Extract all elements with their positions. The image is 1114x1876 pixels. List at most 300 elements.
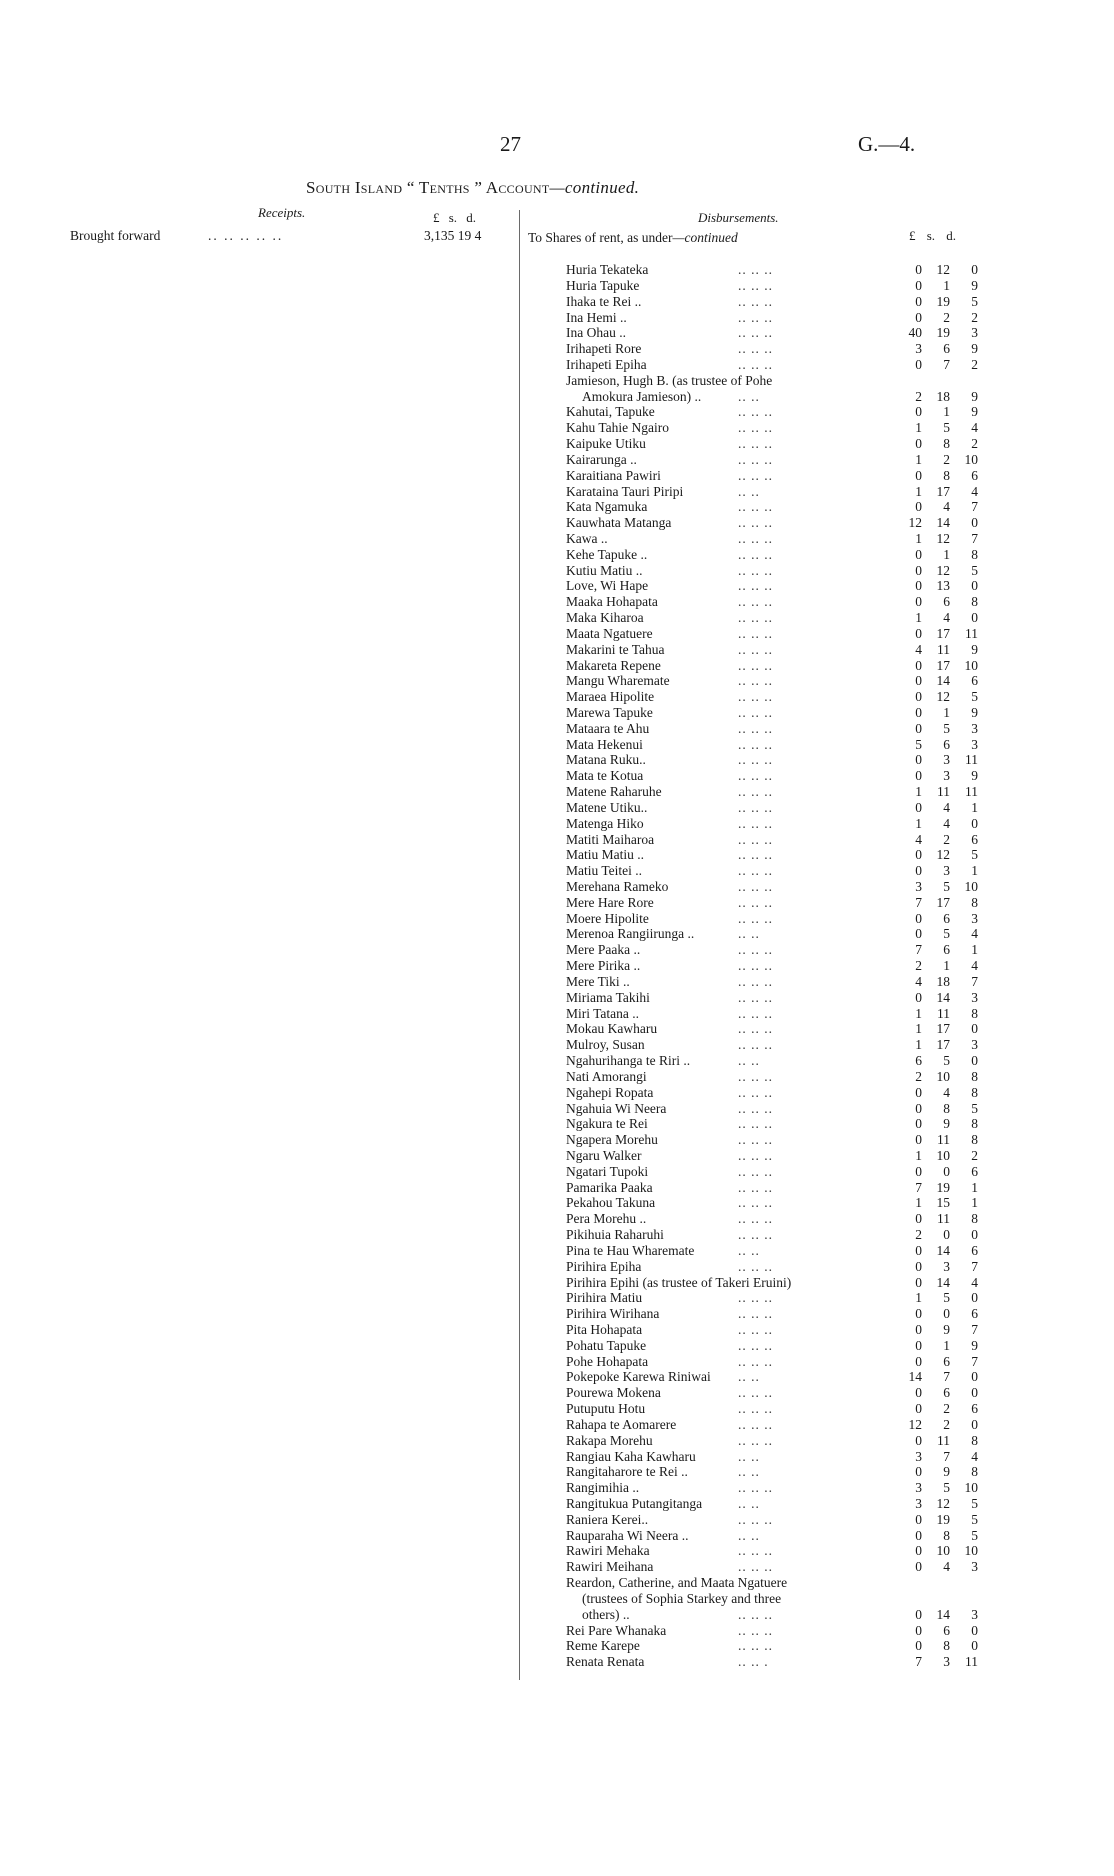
dot-leader: .. ..: [738, 1448, 760, 1464]
amount-pence: 0: [971, 578, 978, 594]
amount-shillings: 15: [936, 1195, 950, 1211]
amount-pounds: 0: [915, 625, 922, 641]
amount-shillings: 17: [936, 1021, 950, 1037]
disbursement-row: [0, 1433, 1114, 1449]
payee-name: Renata Renata: [566, 1654, 645, 1670]
amount-pence: 9: [971, 768, 978, 784]
disbursements-header: Disbursements.: [698, 210, 779, 225]
amount-shillings: 8: [943, 1100, 950, 1116]
amount-pence: 10: [964, 657, 978, 673]
dot-leader: .. .. ..: [738, 546, 773, 562]
disbursement-row: [0, 816, 1114, 832]
amount-pence: 1: [971, 799, 978, 815]
payee-name: Karataina Tauri Piripi: [566, 483, 684, 499]
payee-name: Matenga Hiko: [566, 815, 644, 831]
dot-leader: .. .. ..: [738, 768, 773, 784]
amount-shillings: 2: [943, 1416, 950, 1432]
payee-name: Pohatu Tapuke: [566, 1337, 647, 1353]
amount-shillings: 8: [943, 436, 950, 451]
amount-pence: 6: [971, 673, 978, 689]
amount-shillings: 19: [936, 1511, 950, 1527]
amount-shillings: 12: [936, 262, 950, 277]
amount-shillings: 19: [936, 325, 950, 341]
disbursement-row: [0, 594, 1114, 610]
amount-shillings: 8: [943, 1527, 950, 1543]
amount-pence: 4: [971, 958, 978, 974]
amount-pounds: 0: [915, 1353, 922, 1369]
amount-pence: 5: [971, 1100, 978, 1116]
disbursement-row: [0, 373, 1114, 389]
payee-name: Matiu Matiu ..: [566, 847, 644, 863]
amount-shillings: 8: [943, 467, 950, 483]
payee-name: Ngapera Morehu: [566, 1132, 658, 1148]
amount-shillings: 17: [936, 1037, 950, 1053]
payee-name: Rakapa Morehu: [566, 1432, 653, 1448]
amount-pence: 9: [971, 705, 978, 720]
amount-shillings: 6: [943, 736, 950, 752]
amount-shillings: 6: [943, 341, 950, 357]
amount-shillings: 6: [943, 942, 950, 958]
amount-pounds: 0: [915, 673, 922, 689]
payee-name: Rangimihia ..: [566, 1480, 640, 1496]
amount-pounds: 0: [915, 1116, 922, 1132]
amount-pence: 8: [971, 1432, 978, 1448]
dot-leader: .. .. ..: [738, 784, 773, 800]
amount-shillings: 14: [936, 673, 950, 689]
payee-name: Huria Tapuke: [566, 277, 640, 293]
dot-leader: .. .. ..: [738, 1321, 773, 1337]
intro-continued: —continued: [672, 230, 738, 245]
dot-leader: .. .. ..: [738, 325, 773, 341]
dot-leader: .. .. ..: [738, 1100, 773, 1116]
dot-leader: .. .. ..: [738, 1306, 773, 1322]
amount-pence: 0: [971, 1622, 978, 1638]
disbursement-row: [0, 1401, 1114, 1417]
amount-pence: 4: [971, 1274, 978, 1290]
payee-name: Merenoa Rangiirunga ..: [566, 926, 695, 942]
amount-pounds: 0: [915, 1274, 922, 1290]
disbursement-row: [0, 926, 1114, 942]
payee-name: Matana Ruku..: [566, 752, 646, 768]
dot-leader: .. .. ..: [738, 1211, 773, 1227]
disbursement-row: [0, 911, 1114, 927]
payee-name: Pina te Hau Wharemate: [566, 1242, 695, 1258]
amount-pence: 4: [971, 926, 978, 942]
amount-shillings: 3: [943, 1258, 950, 1274]
disbursement-row: [0, 1354, 1114, 1370]
disbursement-row: [0, 499, 1114, 515]
payee-name: Nati Amorangi: [566, 1068, 647, 1084]
dot-leader: .. .. ..: [738, 942, 773, 958]
amount-shillings: 14: [936, 1242, 950, 1258]
amount-shillings: 2: [943, 309, 950, 325]
amount-pence: 6: [971, 1401, 978, 1416]
amount-shillings: 5: [943, 1290, 950, 1306]
amount-pence: 0: [971, 1385, 978, 1401]
amount-shillings: 2: [943, 451, 950, 467]
amount-pounds: 40: [908, 325, 922, 341]
dot-leader: .. .. ..: [738, 293, 773, 309]
dot-leader: .. .. ..: [738, 1116, 773, 1132]
payee-name: Mere Hare Rore: [566, 894, 654, 910]
payee-name: Rawiri Meihana: [566, 1559, 654, 1575]
payee-name: Ihaka te Rei ..: [566, 293, 642, 309]
amount-pounds: 0: [915, 1337, 922, 1353]
amount-pence: 1: [971, 942, 978, 958]
disbursement-row: [0, 1259, 1114, 1275]
disbursement-row: [0, 990, 1114, 1006]
payee-name: Pera Morehu ..: [566, 1211, 647, 1227]
amount-pounds: 3: [915, 879, 922, 894]
amount-pence: 7: [971, 1258, 978, 1274]
amount-shillings: 10: [936, 1147, 950, 1163]
dot-leader: .. .. ..: [738, 309, 773, 325]
dot-leader: .. .. ..: [738, 1543, 773, 1559]
dot-leader: .. .. ..: [738, 1606, 773, 1622]
disbursement-row: [0, 1369, 1114, 1385]
dot-leader: .. .. ..: [738, 1163, 773, 1179]
disbursement-row: [0, 705, 1114, 721]
amount-pence: 6: [971, 1163, 978, 1179]
disbursement-row: [0, 1180, 1114, 1196]
dot-leader: .. .. ..: [738, 831, 773, 847]
disbursement-row: [0, 1623, 1114, 1639]
amount-pounds: 0: [915, 863, 922, 879]
amount-pounds: 0: [915, 689, 922, 705]
payee-name: Love, Wi Hape: [566, 578, 649, 594]
dot-leader: .. .. ..: [738, 1290, 773, 1306]
amount-shillings: 8: [943, 1638, 950, 1654]
dot-leader: .. .. ..: [738, 752, 773, 768]
dot-leader: .. ..: [738, 1242, 760, 1258]
amount-pence: 8: [971, 1211, 978, 1227]
disbursement-row: [0, 563, 1114, 579]
disbursement-row: [0, 626, 1114, 642]
amount-pounds: 5: [915, 736, 922, 752]
amount-pounds: 4: [915, 831, 922, 847]
dot-leader: .. .. ..: [738, 451, 773, 467]
amount-pence: 10: [964, 1543, 978, 1559]
amount-pounds: 0: [915, 578, 922, 594]
amount-shillings: 12: [936, 689, 950, 705]
amount-shillings: 6: [943, 910, 950, 926]
disbursement-row: [0, 1464, 1114, 1480]
amount-shillings: 12: [936, 1496, 950, 1511]
amount-pence: 3: [971, 1606, 978, 1622]
intro-text: To Shares of rent, as under: [528, 230, 673, 245]
dot-leader: .. .. ..: [738, 1511, 773, 1527]
dot-leader: .. ..: [738, 1053, 760, 1068]
payee-name: Matene Raharuhe: [566, 784, 662, 800]
disbursement-row: [0, 1053, 1114, 1069]
payee-name: Ina Ohau ..: [566, 325, 626, 341]
amount-pence: 7: [971, 973, 978, 989]
disbursement-row: [0, 1322, 1114, 1338]
amount-pence: 4: [971, 420, 978, 436]
disbursement-row: [0, 1638, 1114, 1654]
payee-name: Kehe Tapuke ..: [566, 546, 648, 562]
amount-pence: 10: [964, 1480, 978, 1496]
amount-shillings: 7: [943, 356, 950, 372]
brought-forward-amount: 3,135 19 4: [424, 228, 482, 243]
amount-pounds: 1: [915, 1005, 922, 1021]
amount-shillings: 4: [943, 799, 950, 815]
amount-shillings: 17: [936, 483, 950, 499]
amount-pence: 2: [971, 309, 978, 325]
dot-leader: .. ..: [738, 388, 760, 404]
amount-pounds: 3: [915, 1448, 922, 1464]
disbursement-row: [0, 1528, 1114, 1544]
amount-pence: 3: [971, 325, 978, 341]
payee-name: Kahu Tahie Ngairo: [566, 420, 670, 436]
dot-leader: .. ..: [738, 483, 760, 499]
amount-shillings: 2: [943, 1401, 950, 1416]
amount-shillings: 14: [936, 1274, 950, 1290]
amount-pounds: 12: [908, 1416, 922, 1432]
amount-pounds: 0: [915, 1211, 922, 1227]
disbursement-row: [0, 974, 1114, 990]
amount-shillings: 11: [937, 1432, 950, 1448]
dot-leader: .. .. ..: [738, 689, 773, 705]
disbursement-row: [0, 863, 1114, 879]
dot-leader: .. .. ..: [738, 341, 773, 357]
amount-pounds: 0: [915, 1306, 922, 1322]
page-number: 27: [500, 132, 521, 156]
amount-shillings: 18: [936, 388, 950, 404]
amount-pounds: 0: [915, 1385, 922, 1401]
amount-pounds: 0: [915, 1401, 922, 1416]
disbursement-row: [0, 357, 1114, 373]
disbursement-row: [0, 278, 1114, 294]
dot-leader: .. .. ..: [738, 910, 773, 926]
dot-leader: .. .. ..: [738, 1021, 773, 1037]
dot-leader: .. .. ..: [738, 1401, 773, 1416]
amount-shillings: 12: [936, 530, 950, 546]
dot-leader: .. ..: [738, 1369, 760, 1385]
amount-shillings: 6: [943, 1385, 950, 1401]
payee-name: Ngahepi Ropata: [566, 1084, 654, 1100]
amount-shillings: 0: [943, 1163, 950, 1179]
payee-name: Pirihira Wirihana: [566, 1306, 660, 1322]
disbursement-row: [0, 531, 1114, 547]
dot-leader: .. .. ..: [738, 515, 773, 531]
disbursement-row: [0, 784, 1114, 800]
dot-leader: .. .. ..: [738, 1195, 773, 1211]
dot-leader: .. .. ..: [738, 1385, 773, 1401]
dot-leader: .. .. ..: [738, 879, 773, 894]
payee-name: Merehana Rameko: [566, 879, 669, 894]
amount-shillings: 3: [943, 768, 950, 784]
payee-name: Pirihira Epihi (as trustee of Takeri Eruini): [566, 1274, 792, 1290]
dot-leader: .. .. ..: [738, 578, 773, 594]
dot-leader: .. .. ..: [738, 625, 773, 641]
dot-leader: .. .. ..: [738, 1353, 773, 1369]
payee-name: Pikihuia Raharuhi: [566, 1227, 664, 1242]
amount-shillings: 10: [936, 1068, 950, 1084]
amount-pence: 10: [964, 879, 978, 894]
amount-pounds: 1: [915, 451, 922, 467]
amount-pounds: 0: [915, 910, 922, 926]
amount-shillings: 17: [936, 657, 950, 673]
disbursement-row: [0, 832, 1114, 848]
payee-name: Mangu Wharemate: [566, 673, 670, 689]
amount-pence: 0: [971, 815, 978, 831]
disbursement-row: [0, 404, 1114, 420]
amount-pounds: 0: [915, 467, 922, 483]
payee-name: Mataara te Ahu: [566, 720, 650, 736]
amount-pounds: 0: [915, 720, 922, 736]
amount-shillings: 7: [943, 1448, 950, 1464]
amount-pence: 10: [964, 451, 978, 467]
amount-pounds: 0: [915, 705, 922, 720]
dot-leader: .. .. ..: [738, 1084, 773, 1100]
amount-shillings: 17: [936, 625, 950, 641]
disbursement-row: [0, 1164, 1114, 1180]
dot-leader: .. .. ..: [738, 1147, 773, 1163]
amount-pounds: 0: [915, 768, 922, 784]
amount-pence: 9: [971, 641, 978, 657]
disbursement-row: [0, 752, 1114, 768]
disbursement-row: [0, 1085, 1114, 1101]
dot-leader: .. .. ..: [738, 973, 773, 989]
payee-name: Mere Pirika ..: [566, 958, 641, 974]
dot-leader: .. .. ..: [738, 262, 773, 277]
disbursement-row: [0, 420, 1114, 436]
amount-shillings: 4: [943, 815, 950, 831]
dot-leader: .. .. ..: [738, 1416, 773, 1432]
amount-shillings: 1: [943, 705, 950, 720]
payee-name: Ina Hemi ..: [566, 309, 627, 325]
account-title: [306, 178, 639, 198]
payee-name: Miriama Takihi: [566, 989, 650, 1005]
disbursement-row: [0, 1243, 1114, 1259]
dot-leader: .. .. ..: [738, 562, 773, 578]
amount-pence: 1: [971, 1179, 978, 1195]
dot-leader: .. ..: [738, 926, 760, 942]
payee-name: Pohe Hohapata: [566, 1353, 649, 1369]
payee-name: Kata Ngamuka: [566, 499, 648, 515]
payee-name: Amokura Jamieson) ..: [582, 388, 702, 404]
disbursement-row: [0, 515, 1114, 531]
disbursement-row: [0, 1559, 1114, 1575]
amount-pounds: 1: [915, 530, 922, 546]
amount-pounds: 6: [915, 1053, 922, 1068]
disbursements-units-header: £ s. d.: [909, 228, 957, 243]
disbursement-row: [0, 1132, 1114, 1148]
amount-pounds: 4: [915, 973, 922, 989]
amount-pence: 8: [971, 594, 978, 610]
amount-shillings: 5: [943, 1053, 950, 1068]
payee-name: Kaipuke Utiku: [566, 436, 646, 451]
disbursements-intro-line: [528, 230, 738, 246]
payee-name: (trustees of Sophia Starkey and three: [582, 1590, 782, 1606]
amount-pounds: 0: [915, 989, 922, 1005]
amount-pence: 7: [971, 1321, 978, 1337]
payee-name: Pokepoke Karewa Riniwai: [566, 1369, 711, 1385]
payee-name: Kahutai, Tapuke: [566, 404, 655, 420]
disbursement-row: [0, 1227, 1114, 1243]
amount-shillings: 9: [943, 1116, 950, 1132]
disbursement-row: [0, 610, 1114, 626]
disbursement-row: [0, 1654, 1114, 1670]
disbursement-row: [0, 642, 1114, 658]
amount-shillings: 5: [943, 879, 950, 894]
amount-pence: 9: [971, 388, 978, 404]
amount-pence: 11: [965, 752, 978, 768]
payee-name: Matene Utiku..: [566, 799, 648, 815]
amount-shillings: 4: [943, 1084, 950, 1100]
amount-pounds: 0: [915, 277, 922, 293]
disbursement-row: [0, 895, 1114, 911]
disbursement-row: [0, 689, 1114, 705]
disbursement-row: [0, 1543, 1114, 1559]
payee-name: Rangitaharore te Rei ..: [566, 1464, 688, 1480]
amount-pence: 4: [971, 1448, 978, 1464]
payee-name: Mata Hekenui: [566, 736, 643, 752]
dot-leader: .. .. ..: [738, 1037, 773, 1053]
disbursement-row: [0, 468, 1114, 484]
amount-pence: 8: [971, 1068, 978, 1084]
payee-name: Rei Pare Whanaka: [566, 1622, 667, 1638]
disbursement-row: [0, 484, 1114, 500]
amount-pounds: 0: [915, 1606, 922, 1622]
payee-name: Ngakura te Rei: [566, 1116, 648, 1132]
disbursement-row: [0, 737, 1114, 753]
amount-pence: 8: [971, 1116, 978, 1132]
amount-pence: 5: [971, 1527, 978, 1543]
dot-leader: .. .. ..: [738, 1480, 773, 1496]
disbursement-row: [0, 1449, 1114, 1465]
payee-name: Maka Kiharoa: [566, 610, 644, 625]
amount-pence: 2: [971, 1147, 978, 1163]
amount-pounds: 4: [915, 641, 922, 657]
disbursement-row: [0, 389, 1114, 405]
amount-pence: 0: [971, 262, 978, 277]
dot-leader: .. .. ..: [738, 404, 773, 420]
amount-shillings: 14: [936, 1606, 950, 1622]
amount-pence: 8: [971, 546, 978, 562]
amount-pence: 0: [971, 1369, 978, 1385]
amount-pence: 9: [971, 341, 978, 357]
amount-pence: 9: [971, 1337, 978, 1353]
amount-shillings: 5: [943, 720, 950, 736]
dot-leader: .. .. ..: [738, 1258, 773, 1274]
brought-forward-label: Brought forward: [70, 228, 161, 243]
amount-pence: 6: [971, 467, 978, 483]
amount-pence: 3: [971, 1037, 978, 1053]
dot-leader: .. .. ..: [738, 847, 773, 863]
amount-pounds: 2: [915, 388, 922, 404]
disbursement-row: [0, 721, 1114, 737]
payee-name: Reardon, Catherine, and Maata Ngatuere: [566, 1575, 788, 1591]
amount-pence: 6: [971, 831, 978, 847]
amount-shillings: 14: [936, 515, 950, 531]
amount-pence: 8: [971, 1132, 978, 1148]
disbursement-row: [0, 1480, 1114, 1496]
payee-name: Maata Ngatuere: [566, 625, 653, 641]
disbursement-row: [0, 1306, 1114, 1322]
amount-pounds: 0: [915, 847, 922, 863]
disbursement-row: [0, 1195, 1114, 1211]
amount-pounds: 1: [915, 420, 922, 436]
amount-pounds: 1: [915, 1147, 922, 1163]
dot-leader: .. .. ..: [738, 799, 773, 815]
dot-leader: .. .. .: [738, 1654, 769, 1670]
disbursement-row: [0, 294, 1114, 310]
amount-pounds: 0: [915, 356, 922, 372]
amount-shillings: 13: [936, 578, 950, 594]
amount-pence: 3: [971, 910, 978, 926]
